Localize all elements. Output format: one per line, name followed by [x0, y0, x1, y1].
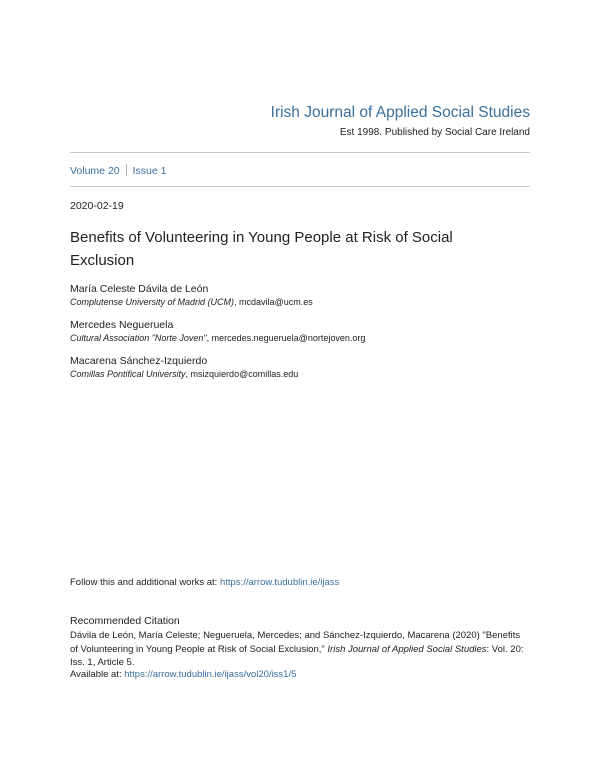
author-affiliation-3 — [70, 369, 298, 379]
affiliation-name-3: Comillas Pontifical University — [70, 369, 186, 379]
citation-journal: Irish Journal of Applied Social Studies — [327, 643, 487, 655]
author-name-1: María Celeste Dávila de León — [70, 283, 209, 295]
available-at-line — [70, 669, 296, 680]
affiliation-name-2: Cultural Association "Norte Joven" — [70, 333, 207, 343]
issue-link[interactable]: Issue 1 — [132, 165, 167, 177]
citation-authors-title: Dávila de León, María Celeste; Negueruela, Mercedes; and Sánchez-Izquierdo, Macarena (2020) "Benefits of Volunteering in Young People at Risk of Social Exclusion," — [70, 630, 521, 655]
author-affiliation-2 — [70, 333, 365, 343]
follow-link[interactable]: https://arrow.tudublin.ie/ijass — [219, 577, 340, 588]
journal-title[interactable]: Irish Journal of Applied Social Studies — [270, 104, 530, 121]
cover-page — [70, 0, 530, 776]
volume-link[interactable]: Volume 20 — [70, 165, 120, 177]
follow-text: Follow this and additional works at: — [70, 577, 220, 588]
follow-line — [70, 577, 339, 588]
divider-top — [70, 152, 530, 153]
available-label: Available at: — [70, 669, 125, 680]
issue-info — [70, 164, 166, 177]
citation-text — [70, 629, 530, 670]
journal-subtitle: Est 1998. Published by Social Care Ireland — [339, 127, 530, 138]
article-title: Benefits of Volunteering in Young People at Risk of Social Exclusion — [70, 229, 453, 269]
publication-date: 2020-02-19 — [70, 200, 124, 212]
author-email-3[interactable]: , msizquierdo@comillas.edu — [185, 369, 299, 379]
affiliation-name-1: Complutense University of Madrid (UCM) — [70, 297, 235, 307]
citation-volume: : Vol. 20: Iss. 1, Article 5. — [70, 643, 524, 668]
author-name-3: Macarena Sánchez-Izquierdo — [70, 355, 208, 367]
divider-bottom — [70, 186, 530, 187]
recommended-citation-heading: Recommended Citation — [70, 615, 180, 627]
author-email-1[interactable]: , mcdavila@ucm.es — [234, 297, 313, 307]
author-name-2: Mercedes Negueruela — [70, 319, 174, 331]
issue-separator — [126, 164, 127, 176]
author-affiliation-1 — [70, 297, 313, 307]
author-email-2[interactable]: , mercedes.negueruela@nortejoven.org — [206, 333, 366, 343]
available-link[interactable]: https://arrow.tudublin.ie/ijass/vol20/iss1/5 — [124, 669, 297, 680]
